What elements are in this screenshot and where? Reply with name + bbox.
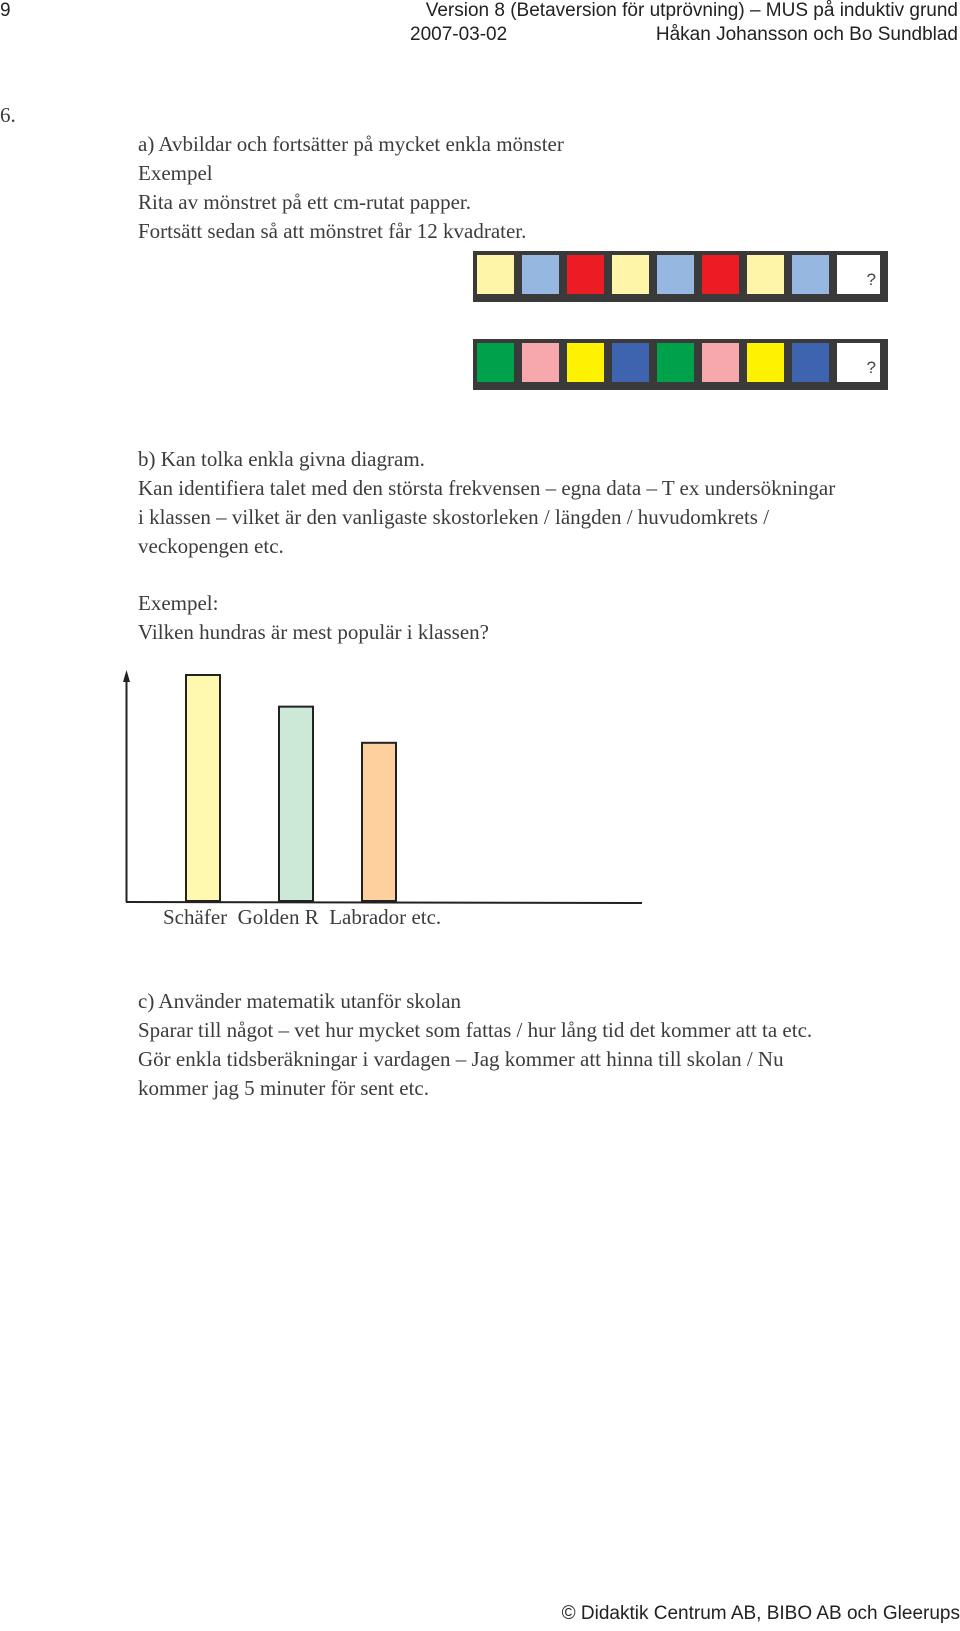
part-b-line-3: veckopengen etc. — [138, 534, 284, 558]
header-authors: Håkan Johansson och Bo Sundblad — [655, 24, 958, 45]
pattern-2-square — [567, 343, 604, 382]
pattern-2-square — [522, 343, 559, 382]
dog-breed-bar-chart — [0, 670, 960, 950]
header-date: 2007-03-02 — [410, 24, 508, 45]
footer-copyright: © Didaktik Centrum AB, BIBO AB och Gleerups — [561, 1603, 960, 1624]
part-c-line-3: kommer jag 5 minuter för sent etc. — [138, 1076, 429, 1100]
part-b-heading: b) Kan tolka enkla givna diagram. — [138, 447, 425, 471]
header-title: Version 8 (Betaversion för utprövning) – MUS på induktiv grund — [425, 0, 958, 21]
pattern-1-square — [792, 255, 829, 294]
pattern-2-square — [702, 343, 739, 382]
x-tick-label: Golden R — [237, 905, 319, 929]
part-a-instruction-2: Fortsätt sedan så att mönstret får 12 kvadrater. — [138, 219, 527, 243]
part-c-line-1: Sparar till något – vet hur mycket som fattas / hur lång tid det kommer att ta etc. — [138, 1018, 813, 1042]
part-c-line-2: Gör enkla tidsberäkningar i vardagen – Jag kommer att hinna till skolan / Nu — [138, 1047, 784, 1071]
pattern-1-square — [567, 255, 604, 294]
bar-labrador — [362, 743, 396, 901]
pattern-2-square — [792, 343, 829, 382]
part-b-line-1: Kan identifiera talet med den största frekvensen – egna data – T ex undersökningar — [138, 476, 836, 500]
pattern-1-square — [702, 255, 739, 294]
pattern-1-square — [477, 255, 514, 294]
part-b-example-label: Exempel: — [138, 591, 219, 615]
pattern-2-square — [612, 343, 649, 382]
pattern-strip-1 — [473, 251, 888, 302]
part-a-heading: a) Avbildar och fortsätter på mycket enkla mönster — [138, 132, 564, 156]
pattern-strip-2 — [473, 339, 888, 390]
part-b-line-2: i klassen – vilket är den vanligaste skostorleken / längden / huvudomkrets / — [138, 505, 770, 529]
pattern-2-square — [747, 343, 784, 382]
pattern-2-square — [657, 343, 694, 382]
pattern-1-square — [612, 255, 649, 294]
x-trailing-label: etc. — [411, 905, 442, 929]
pattern-2-square — [477, 343, 514, 382]
pattern-1-square — [657, 255, 694, 294]
part-a-example: Exempel — [138, 161, 213, 185]
x-axis — [126, 902, 642, 903]
x-tick-label: Schäfer — [163, 905, 228, 929]
pattern-1-square — [522, 255, 559, 294]
pattern-1-square — [747, 255, 784, 294]
bar-schäfer — [186, 675, 220, 901]
pattern-2-question: ? — [837, 343, 880, 382]
chart-label-row — [163, 905, 441, 930]
page-number: 9 — [0, 0, 11, 21]
part-c-heading: c) Använder matematik utanför skolan — [138, 989, 462, 1013]
part-a-instruction-1: Rita av mönstret på ett cm-rutat papper. — [138, 190, 471, 214]
bar-golden-r — [279, 707, 313, 901]
pattern-1-question: ? — [837, 255, 880, 294]
section-number: 6. — [0, 103, 16, 127]
part-b-question: Vilken hundras är mest populär i klassen? — [138, 620, 489, 644]
x-tick-label: Labrador — [329, 905, 407, 929]
